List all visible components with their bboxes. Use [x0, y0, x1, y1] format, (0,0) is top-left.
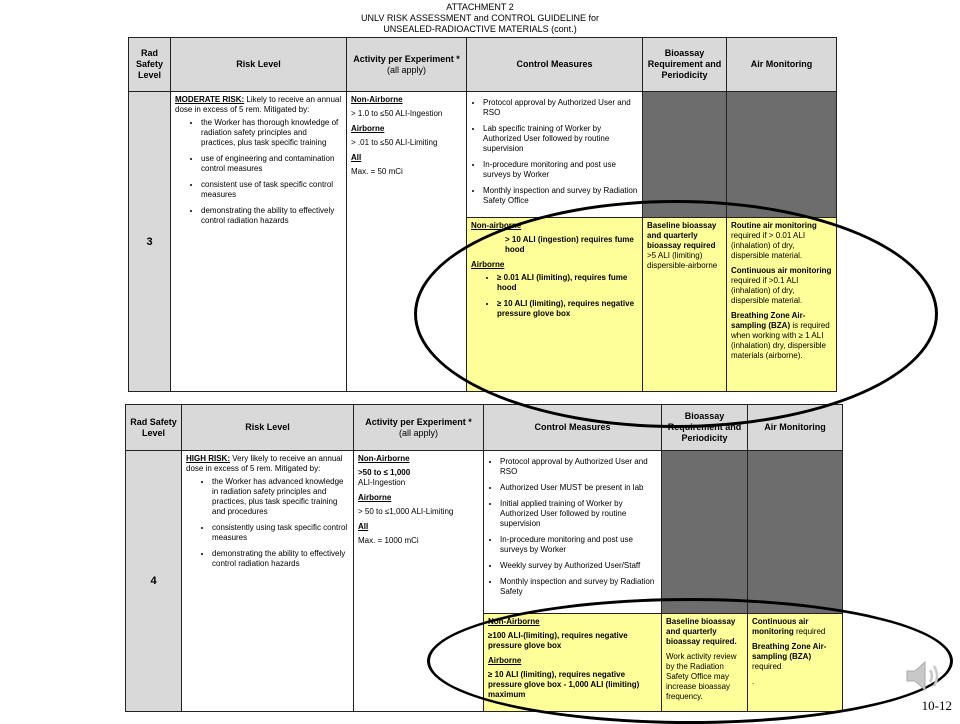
activity-value: Max. = 1000 mCi	[358, 536, 419, 545]
risk-text: Very likely to receive an annual dose in excess of 5 rem. Mitigated by:	[186, 454, 343, 473]
control-text: ≥ 10 ALI (limiting), requires negative pressure glove box - 1,000 ALI (limiting) maximum	[488, 670, 640, 699]
list-item: • Protocol approval by Authorized User and RSO	[500, 457, 657, 477]
risk-cell	[182, 451, 354, 712]
activity-header-label: Activity per Experiment *	[353, 53, 460, 64]
speaker-icon[interactable]	[903, 656, 943, 701]
control-heading: Non-Airborne	[488, 617, 540, 626]
bioassay-empty-cell	[643, 92, 727, 218]
col-header-bioassay: Bioassay Requirement and Periodicity	[643, 38, 727, 92]
activity-heading: All	[358, 522, 369, 531]
risk-table-level-4	[125, 404, 843, 712]
list-item: • Authorized User MUST be present in lab	[500, 483, 657, 493]
bioassay-cell	[662, 614, 748, 712]
bioassay-note: Work activity review by the Radiation Safety Office may increase bioassay frequency.	[666, 652, 737, 701]
air-text: is required when working with ≥ 1 ALI (inhalation) dry, dispersible materials (airborne).	[731, 321, 830, 360]
bioassay-text: Baseline bioassay and quarterly bioassay required.	[666, 617, 737, 646]
air-paragraph	[752, 617, 838, 637]
list-item: • Lab specific training of Worker by Authorized User followed by routine supervision	[483, 124, 638, 154]
list-item: • consistent use of task specific control measures	[201, 180, 342, 200]
air-text: required if >0.1 ALI (inhalation) of dry, dispersible material.	[731, 276, 803, 305]
activity-heading: Airborne	[351, 124, 385, 133]
guideline-subtitle: UNSEALED-RADIOACTIVE MATERIALS (cont.)	[383, 24, 577, 34]
list-item: • In-procedure monitoring and post use surveys by Worker	[500, 535, 657, 555]
bioassay-empty-cell	[662, 451, 748, 614]
activity-value: > 1.0 to ≤50 ALI-Ingestion	[351, 109, 443, 118]
attachment-title: ATTACHMENT 2	[446, 2, 514, 12]
list-item: • Weekly survey by Authorized User/Staff	[500, 561, 657, 571]
control-heading: Non-airborne	[471, 221, 522, 230]
level-cell: 3	[129, 92, 171, 392]
risk-cell	[171, 92, 347, 392]
air-bold: Continuous air monitoring	[752, 617, 809, 636]
air-paragraph	[731, 221, 832, 261]
control-list	[471, 98, 638, 206]
activity-header-label: Activity per Experiment *	[365, 416, 472, 427]
col-header-air: Air Monitoring	[727, 38, 837, 92]
air-paragraph	[752, 642, 838, 672]
risk-description	[175, 95, 342, 115]
activity-heading: All	[351, 153, 362, 162]
control-requirements-cell	[484, 614, 662, 712]
control-cell	[467, 92, 643, 218]
control-list	[488, 457, 657, 597]
control-text: ≥100 ALI-(limiting), requires negative pressure glove box	[488, 631, 628, 650]
list-item: • Monthly inspection and survey by Radiation Safety Office	[483, 186, 638, 206]
activity-heading: Non-Airborne	[358, 454, 410, 463]
risk-text: Likely to receive an annual dose in excess of 5 rem. Mitigated by:	[175, 95, 342, 114]
control-text: > 10 ALI (ingestion) requires fume hood	[505, 235, 634, 254]
air-text: required if > 0.01 ALI (inhalation) of dry, dispersible material.	[731, 231, 806, 260]
col-header-control: Control Measures	[484, 405, 662, 451]
risk-title: HIGH RISK:	[186, 454, 230, 463]
control-heading: Airborne	[471, 260, 505, 269]
activity-value: >50 to ≤ 1,000	[358, 468, 411, 477]
list-item: • ≥ 10 ALI (limiting), requires negative pressure glove box	[497, 299, 638, 319]
air-bold: Routine air monitoring	[731, 221, 817, 230]
list-item: • the Worker has advanced knowledge in radiation safety principles and practices, plus task specific training and procedures	[212, 477, 349, 517]
list-item: • the Worker has thorough knowledge of radiation safety principles and practices, plus task specific training	[201, 118, 342, 148]
col-header-bioassay: Bioassay Requirement and Periodicity	[662, 405, 748, 451]
col-header-activity	[347, 38, 467, 92]
air-text: required	[752, 662, 782, 671]
col-header-control: Control Measures	[467, 38, 643, 92]
col-header-air: Air Monitoring	[748, 405, 843, 451]
risk-description	[186, 454, 349, 474]
col-header-risk: Risk Level	[182, 405, 354, 451]
air-monitoring-cell	[727, 218, 837, 392]
control-airborne-list	[471, 273, 638, 319]
air-paragraph: .	[752, 677, 755, 686]
activity-cell	[354, 451, 484, 712]
control-heading: Airborne	[488, 656, 522, 665]
col-header-risk: Risk Level	[171, 38, 347, 92]
air-empty-cell	[727, 92, 837, 218]
col-header-activity	[354, 405, 484, 451]
list-item: • In-procedure monitoring and post use surveys by Worker	[483, 160, 638, 180]
document-header	[0, 2, 960, 35]
activity-value: > .01 to ≤50 ALI-Limiting	[351, 138, 438, 147]
col-header-level: Rad Safety Level	[126, 405, 182, 451]
air-monitoring-cell	[748, 614, 843, 712]
risk-list	[175, 118, 342, 226]
control-requirements-cell	[467, 218, 643, 392]
air-text: required	[796, 627, 826, 636]
activity-header-sub: (all apply)	[386, 64, 426, 75]
list-item: • demonstrating the ability to effectively control radiation hazards	[201, 206, 342, 226]
list-item: • consistently using task specific control measures	[212, 523, 349, 543]
activity-value: Max. = 50 mCi	[351, 167, 403, 176]
bioassay-note: >5 ALI (limiting) dispersible-airborne	[647, 251, 718, 270]
activity-value-unit: ALI-Ingestion	[358, 478, 406, 487]
activity-cell	[347, 92, 467, 392]
risk-list	[186, 477, 349, 569]
air-bold: Breathing Zone Air-sampling (BZA)	[731, 311, 806, 330]
bioassay-cell	[643, 218, 727, 392]
air-bold: Continuous air monitoring	[731, 266, 832, 275]
list-item: • use of engineering and contamination control measures	[201, 154, 342, 174]
air-paragraph	[731, 311, 832, 361]
control-cell	[484, 451, 662, 614]
activity-value: > 50 to ≤1,000 ALI-Limiting	[358, 507, 454, 516]
air-empty-cell	[748, 451, 843, 614]
activity-heading: Airborne	[358, 493, 392, 502]
air-paragraph	[731, 266, 832, 306]
level-cell: 4	[126, 451, 182, 712]
list-item: • Protocol approval by Authorized User and RSO	[483, 98, 638, 118]
bioassay-text: Baseline bioassay and quarterly bioassay required	[647, 221, 717, 250]
slide-number: 10-12	[921, 698, 952, 713]
list-item: • Initial applied training of Worker by Authorized User followed by routine supervision	[500, 499, 657, 529]
list-item: • ≥ 0.01 ALI (limiting), requires fume hood	[497, 273, 638, 293]
guideline-title: UNLV RISK ASSESSMENT and CONTROL GUIDELINE for	[361, 13, 599, 23]
risk-table-level-3	[128, 37, 837, 392]
list-item: • demonstrating the ability to effectively control radiation hazards	[212, 549, 349, 569]
list-item: • Monthly inspection and survey by Radiation Safety	[500, 577, 657, 597]
activity-header-sub: (all apply)	[398, 427, 438, 438]
col-header-level: Rad Safety Level	[129, 38, 171, 92]
activity-heading: Non-Airborne	[351, 95, 403, 104]
risk-title: MODERATE RISK:	[175, 95, 245, 104]
air-bold: Breathing Zone Air-sampling (BZA)	[752, 642, 827, 661]
